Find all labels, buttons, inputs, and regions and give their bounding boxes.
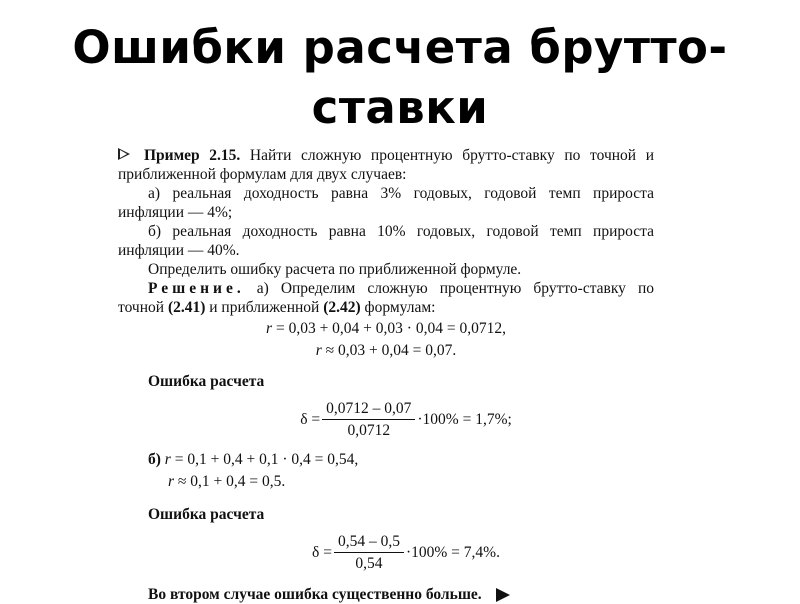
title-line-1: Ошибки расчета брутто-: [72, 21, 728, 74]
formula-ref-exact: (2.41): [167, 299, 206, 316]
task-text: Определить ошибку расчета по приближенной формуле.: [148, 261, 522, 278]
example-heading: Пример 2.15.: [144, 147, 241, 164]
example-intro-text: Найти сложную процентную брутто-ставку по точной и приближенной формулам для двух случаев:: [118, 147, 655, 183]
fraction: $\frac{0,54 - 0,5}{0,54}$: [334, 532, 404, 573]
case-b-approx-formula: r ≈ 0,1 + 0,4 = 0,5.: [168, 473, 286, 490]
slide-title: [0, 18, 800, 138]
solution-label: Решение.: [148, 280, 245, 297]
open-triangle-right-icon: [118, 148, 130, 160]
title-line-2: ставки: [311, 81, 489, 134]
case-a-condition: а) реальная доходность равна 3% годовых, годовой темп прироста инфляции — 4%;: [118, 185, 654, 221]
fraction: $\frac{0,0712 - 0,07}{0,0712}$: [322, 399, 415, 440]
case-b-error-label: Ошибка расчета: [148, 506, 265, 523]
solution-paragraph: Решение. а) Определим сложную процентную брутто-ставку по точной (2.41) и приближенной (2.42) формулам:: [118, 280, 654, 316]
case-a-error-label: Ошибка расчета: [148, 373, 265, 390]
case-b-condition: б) реальная доходность равна 10% годовых, годовой темп прироста инфляции — 40%.: [118, 223, 654, 259]
case-b-error-formula: δ = $\frac{0,54 - 0,5}{0,54}$ ·100% = 7,4%.: [312, 533, 500, 572]
example-document: [118, 146, 654, 604]
solid-triangle-right-icon: [496, 588, 510, 602]
example-intro: [118, 146, 654, 184]
case-b-exact-formula: б) r = 0,1 + 0,4 + 0,1 · 0,4 = 0,54,: [148, 451, 359, 468]
case-a-approx-formula: r ≈ 0,03 + 0,04 = 0,07.: [315, 342, 457, 359]
case-a-error-formula: δ = $\frac{0,0712 - 0,07}{0,0712}$ ·100% = 1,7%;: [300, 400, 512, 439]
case-a-exact-formula: r = 0,03 + 0,04 + 0,03 · 0,04 = 0,0712,: [266, 320, 506, 337]
conclusion: Во втором случае ошибка существенно больше.: [118, 585, 654, 604]
formula-ref-approx: (2.42): [323, 299, 361, 316]
